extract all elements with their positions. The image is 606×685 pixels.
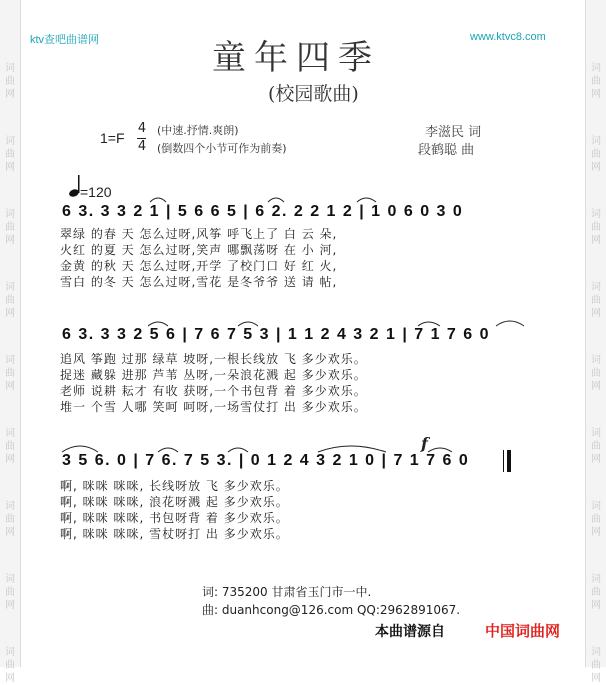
lyric-verse-2: 啊, 咪咪 咪咪, 浪花呀溅 起 多少欢乐。: [60, 495, 289, 509]
lyric-verse-4: 啊, 咪咪 咪咪, 雪杖呀打 出 多少欢乐。: [60, 527, 289, 541]
score-line-1-lyrics: [60, 226, 337, 290]
watermark-text: 词 曲 网: [591, 209, 601, 246]
final-barline-thin: [503, 450, 504, 472]
tempo-note: (中速.抒情.爽朗): [157, 124, 239, 137]
key-signature: 1=F: [100, 130, 125, 146]
time-signature-top: 4: [137, 121, 147, 136]
watermark-text: 词 曲 网: [5, 647, 15, 684]
metronome-value: =120: [80, 184, 112, 200]
watermark-text: 词 曲 网: [5, 209, 15, 246]
lyricist-credit: 李滋民 词: [425, 125, 482, 140]
watermark-text: 词 曲 网: [5, 282, 15, 319]
lyric-verse-1: 啊, 咪咪 咪咪, 长线呀放 飞 多少欢乐。: [60, 479, 289, 493]
source-brand-link[interactable]: 中国词曲网: [485, 622, 561, 640]
source-label: 本曲谱源自: [375, 624, 445, 640]
watermark-text: 词 曲 网: [5, 574, 15, 611]
watermark-text: 词 曲 网: [5, 501, 15, 538]
watermark-text: 词 曲 网: [591, 355, 601, 392]
lyric-verse-1: 追风 筝跑 过那 绿草 坡呀,一根长线放 飞 多少欢乐。: [60, 352, 367, 366]
dynamic-forte: f: [421, 434, 428, 453]
lyric-verse-2: 捉迷 藏躲 进那 芦苇 丛呀,一朵浪花溅 起 多少欢乐。: [60, 368, 367, 382]
song-title: 童年四季: [212, 38, 380, 78]
prelude-note: (倒数四个小节可作为前奏): [157, 142, 287, 155]
watermark-text: 词 曲 网: [5, 63, 15, 100]
watermark-text: 词 曲 网: [5, 136, 15, 173]
watermark-text: 词 曲 网: [591, 647, 601, 684]
lyric-credit-footer: 词: 735200 甘肃省玉门市一中.: [202, 585, 372, 599]
header-right-site[interactable]: www.ktvc8.com: [470, 31, 546, 43]
final-barline-thick: [507, 450, 511, 472]
score-line-2-lyrics: [60, 351, 367, 415]
watermark-text: 词 曲 网: [5, 355, 15, 392]
watermark-text: 词 曲 网: [591, 136, 601, 173]
composer-credit: 段鹤聪 曲: [418, 143, 475, 158]
score-line-3-notes: 3 5 6. 0 | 7 6. 7 5 3. | 0 1 2 4 3 2 1 0 | 7 1 7 6 0: [62, 452, 470, 469]
lyric-verse-2: 火红 的夏 天 怎么过呀,笑声 哪飘荡呀 在 小 河,: [60, 243, 338, 257]
watermark-text: 词 曲 网: [591, 63, 601, 100]
watermark-text: 词 曲 网: [5, 428, 15, 465]
watermark-text: 词 曲 网: [591, 282, 601, 319]
score-line-2-notes: 6 3. 3 3 2 5 6 | 7 6 7 5 3 | 1 1 2 4 3 2 1 | 7 1 7 6 0: [62, 326, 491, 343]
score-line-1-notes: 6 3. 3 3 2 1 | 5 6 6 5 | 6 2. 2 2 1 2 | 1 0 6 0 3 0: [62, 203, 464, 220]
header-left-site[interactable]: ktv查吧曲谱网: [30, 34, 100, 46]
time-signature-bottom: 4: [137, 139, 147, 154]
lyric-verse-4: 堆一 个雪 人哪 笑呵 呵呀,一场雪仗打 出 多少欢乐。: [60, 400, 367, 414]
lyric-verse-1: 翠绿 的春 天 怎么过呀,风筝 呼飞上了 白 云 朵,: [60, 227, 338, 241]
watermark-text: 词 曲 网: [591, 428, 601, 465]
lyric-verse-3: 金黄 的秋 天 怎么过呀,开学 了校门口 好 红 火,: [60, 259, 338, 273]
song-subtitle: (校园歌曲): [268, 83, 359, 105]
lyric-verse-3: 老师 说耕 耘才 有收 获呀,一个书包背 着 多少欢乐。: [60, 384, 367, 398]
watermark-text: 词 曲 网: [591, 574, 601, 611]
music-credit-footer[interactable]: 曲: duanhcong@126.com QQ:2962891067.: [202, 603, 461, 617]
lyric-verse-3: 啊, 咪咪 咪咪, 书包呀背 着 多少欢乐。: [60, 511, 289, 525]
lyric-verse-4: 雪白 的冬 天 怎么过呀,雪花 是冬爷爷 送 请 帖,: [60, 275, 338, 289]
score-line-3-lyrics: [60, 478, 289, 542]
watermark-text: 词 曲 网: [591, 501, 601, 538]
